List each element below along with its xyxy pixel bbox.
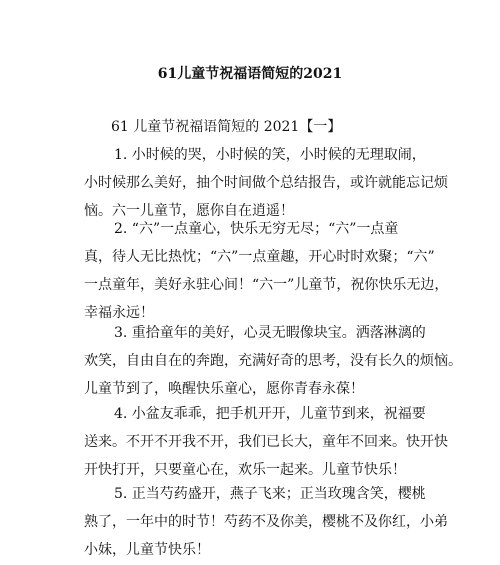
paragraph-line: 小时候那么美好，抽个时间做个总结报告，或许就能忘记烦 <box>84 175 448 191</box>
paragraph-line: 开快打开，只要童心在，欢乐一起来。儿童节快乐！ <box>84 462 406 478</box>
paragraph-4 <box>84 400 448 484</box>
paragraph-line: 欢笑，自由自在的奔跑，充满好奇的思考，没有长久的烦恼。 <box>84 353 462 369</box>
paragraph-5 <box>84 480 448 564</box>
paragraph-line: 恼。六一儿童节，愿你自在逍遥！ <box>84 203 294 219</box>
document-title: 61儿童节祝福语简短的2021 <box>157 66 343 82</box>
paragraph-line: 儿童节到了，唤醒快乐童心，愿你青春永葆！ <box>84 381 364 397</box>
paragraph-line: 小妹，儿童节快乐！ <box>84 542 210 558</box>
paragraph-line: 幸福永远！ <box>84 305 154 321</box>
section-heading: 61 儿童节祝福语简短的 2021【一】 <box>111 119 342 135</box>
paragraph-line: 一点童年，美好永驻心间！“六一”儿童节，祝你快乐无边， <box>84 277 449 293</box>
paragraph-line: 2. “六”一点童心，快乐无穷无尽；“六”一点童 <box>114 221 399 237</box>
paragraph-3 <box>84 319 462 403</box>
paragraph-2 <box>84 215 449 327</box>
paragraph-1 <box>84 141 448 225</box>
paragraph-line: 5. 正当芍药盛开，燕子飞来；正当玫瑰含笑，樱桃 <box>114 486 426 502</box>
paragraph-line: 熟了，一年中的时节！芍药不及你美，樱桃不及你红，小弟 <box>84 514 448 530</box>
paragraph-line: 送来。不开不开我不开，我们已长大，童年不回来。快开快 <box>84 434 448 450</box>
paragraph-line: 真，待人无比热忱；“六”一点童趣，开心时时欢聚；“六” <box>84 249 435 265</box>
paragraph-line: 4. 小盆友乖乖，把手机开开，儿童节到来，祝福要 <box>114 406 426 422</box>
paragraph-line: 3. 重拾童年的美好，心灵无暇像块宝。洒落淋漓的 <box>114 325 426 341</box>
paragraph-line: 1. 小时候的哭，小时候的笑，小时候的无理取闹， <box>114 147 426 163</box>
